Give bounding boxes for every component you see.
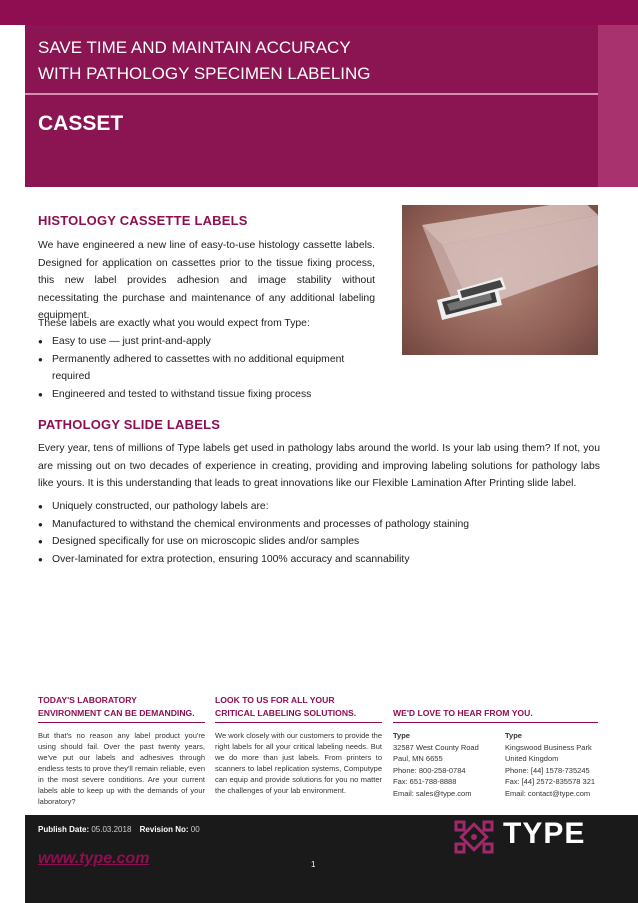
contact-us-address2: Paul, MN 6655 [393, 754, 443, 763]
list-item: ● Engineered and tested to withstand tissue fixing process [38, 386, 348, 404]
list-item: ● Easy to use — just print-and-apply [38, 333, 348, 351]
info-col2-heading [215, 694, 356, 720]
histology-paragraph: We have engineered a new line of easy-to-use histology cassette labels. Designed for application on cassettes prior to the tissue fixing process, this new label provides adhesion and image stability without necessitating the purchase and maintenance of any additional labeling equipment. [38, 240, 375, 321]
cassette-photo [402, 205, 598, 355]
info-col1-text: But that's no reason any label product you're using should fail. Over the past twenty years, we've put our labels and adhesives through endless tests to prove they'll remain reliable, even in the most severe conditions. Are your current labels able to keep up with the demands of your laboratory? [38, 731, 205, 806]
header-tagline-line1: SAVE TIME AND MAINTAIN ACCURACY [38, 38, 351, 57]
contact-uk-name: Type [505, 731, 522, 740]
type-logo-text: TYPE [503, 817, 586, 850]
publish-info [38, 825, 206, 834]
page-number: 1 [311, 860, 316, 869]
list-item: ● Over-laminated for extra protection, ensuring 100% accuracy and scannability [38, 551, 600, 569]
contact-uk-block [505, 730, 605, 799]
info-col1-divider [38, 722, 205, 723]
info-col1-heading-line2: ENVIRONMENT CAN BE DEMANDING. [38, 708, 195, 718]
info-col2-heading-line1: LOOK TO US FOR ALL YOUR [215, 695, 335, 705]
page-header [25, 25, 598, 187]
contact-us-block [393, 730, 498, 799]
website-link[interactable]: www.type.com [38, 850, 150, 867]
footer-accent [598, 815, 638, 903]
info-col2-divider [215, 722, 382, 723]
header-divider [25, 93, 598, 95]
pathology-bullet-list [38, 498, 600, 568]
revision-label: Revision No: [139, 825, 189, 834]
info-col1-heading-line1: TODAY'S LABORATORY [38, 695, 137, 705]
info-col2-heading-line2: CRITICAL LABELING SOLUTIONS. [215, 708, 357, 718]
publish-date-label: Publish Date: [38, 825, 90, 834]
histology-bullet-list [38, 333, 348, 403]
contact-us-email[interactable]: Email: sales@type.com [393, 788, 472, 798]
revision-value: 00 [190, 825, 200, 834]
contact-uk-email[interactable]: Email: contact@type.com [505, 788, 591, 798]
info-col3-divider [393, 722, 598, 723]
contact-uk-fax: Fax: [44] 2572-835578 321 [505, 777, 596, 786]
page-footer [25, 815, 598, 903]
info-col2-text: We work closely with our customers to provide the right labels for all your critical labeling needs. But we do more than just labels. From printers to scanners to label replication systems, Computype can equip and provide solutions for you no matter the challenges of your lab environment. [215, 731, 382, 795]
contact-us-fax: Fax: 651-788-8888 [393, 777, 457, 786]
contact-uk-address1: Kingswood Business Park [505, 742, 592, 752]
contact-us-phone: Phone: 800-258-0784 [393, 765, 466, 775]
contact-us-address1: 32587 West County Road [393, 742, 479, 752]
contact-us-name: Type [393, 731, 410, 740]
list-item: ● Uniquely constructed, our pathology labels are: [38, 498, 600, 516]
publish-date-value: 05.03.2018 [91, 825, 132, 834]
pathology-heading: PATHOLOGY SLIDE LABELS [38, 417, 221, 432]
header-accent-strip [598, 25, 638, 187]
info-col1-heading [38, 694, 195, 720]
cassette-illustration [402, 205, 598, 355]
header-tagline-line2: WITH PATHOLOGY SPECIMEN LABELING [38, 64, 371, 83]
histology-intro: These labels are exactly what you would expect from Type: [38, 318, 310, 329]
info-col3-heading: WE'D LOVE TO HEAR FROM YOU. [393, 708, 533, 718]
list-item: ● Manufactured to withstand the chemical environments and processes of pathology staining [38, 516, 600, 534]
pathology-paragraph: Every year, tens of millions of Type labels get used in pathology labs around the world. Is your lab using them? If not, you are missing out on two decades of experience in creating, providing and improving labeling solutions for pathology labs like yours. It is this understanding that leads to great innovations like our Flexible Lamination After Printing slide label. [38, 443, 600, 489]
document-title: CASSET [38, 112, 124, 135]
list-item: ● Permanently adhered to cassettes with no additional equipment required [38, 351, 348, 386]
contact-uk-address2: United Kingdom [505, 754, 559, 763]
list-item: ● Designed specifically for use on microscopic slides and/or samples [38, 533, 600, 551]
top-brand-strip [0, 0, 638, 25]
contact-uk-phone: Phone: [44] 1578-735245 [505, 765, 590, 775]
histology-heading: HISTOLOGY CASSETTE LABELS [38, 213, 248, 228]
type-logo-icon [450, 815, 498, 859]
